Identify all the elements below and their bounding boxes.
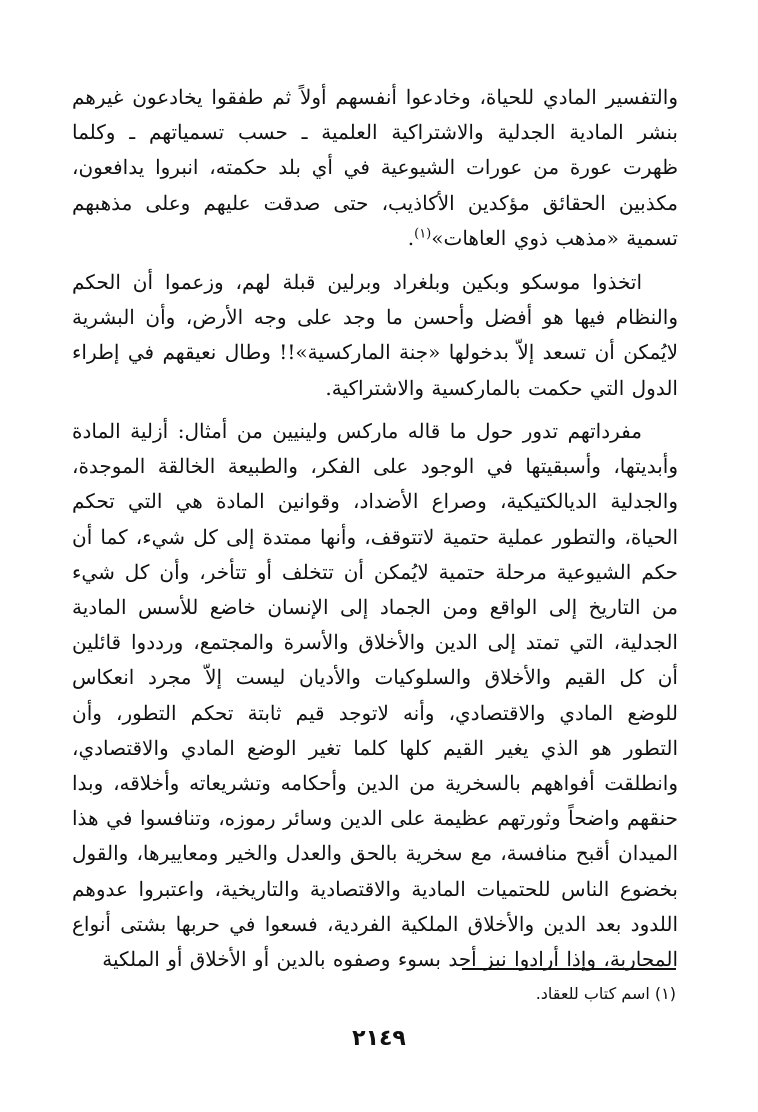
footnote-text: اسم كتاب للعقاد. (535, 984, 650, 1003)
footnote (276, 982, 676, 1006)
paragraph-1 (72, 80, 678, 256)
paragraph-2: اتخذوا موسكو وبكين وبلغراد وبرلين قبلة لهم، وزعموا أن الحكم والنظام فيها هو أفضل وأحسن ما وجد على وجه الأرض، وأن البشرية لايُمكن أن تسعد إلاّ بدخولها «جنة الماركسية»!! وطال نعيقهم في إطراء الدول التي حكمت بالماركسية والاشتراكية. (72, 270, 678, 400)
footnote-separator (462, 968, 676, 970)
footnote-reference: (١) (414, 226, 432, 242)
page-number: ٢١٤٩ (352, 1026, 406, 1051)
paragraph-1-end: . (407, 225, 415, 250)
paragraph-1-text: والتفسير المادي للحياة، وخادعوا أنفسهم أولاً ثم طفقوا يخادعون غيرهم بنشر المادية الجدلية والاشتراكية العلمية ـ حسب تسمياتهم ـ وكلما ظهرت عورة من عورات الشيوعية في أي بلد حكمته، انبروا يدافعون، مكذبين الحقائق مؤكدين الأكاذيب، حتى صدقت عليهم وعلى مذهبهم تسمية «مذهب ذوي العاهات» (72, 85, 678, 250)
footnote-marker: (١) (654, 984, 676, 1003)
paragraph-3: مفرداتهم تدور حول ما قاله ماركس ولينيين من أمثال: أزلية المادة وأبديتها، وأسبقيتها في الوجود على الفكر، والطبيعة الخالقة الموجدة، والجدلية الديالكتيكية، وصراع الأضداد، وقوانين المادة هي التي تحكم الحياة، والتطور عملية حتمية لاتتوقف، وأنها ممتدة إلى كل شيء، كما أن حكم الشيوعية مرحلة حتمية لايُمكن أن تتخلف أو تتأخر، وأن كل شيء من التاريخ إلى الواقع ومن الجماد إلى الإنسان خاضع للأسس المادية الجدلية، التي تمتد إلى الدين والأخلاق والأسرة والمجتمع، ورددوا قائلين أن كل القيم والأخلاق والسلوكيات والأديان ليست إلاّ مجرد انعكاس للوضع المادي والاقتصادي، وأنه لاتوجد قيم ثابتة تحكم التطور، وأن التطور هو الذي يغير القيم كلها كلما تغير الوضع المادي والاقتصادي، وانطلقت أفواههم بالسخرية من الدين وأحكامه وتشريعاته وأخلاقه، وبدا حنقهم واضحاً وثورتهم عظيمة على الدين وسائر رموزه، وتنافسوا في هذا الميدان أقبح منافسة، مع سخرية بالحق والعدل والخير ومعاييرها، والقول بخضوع الناس للحتميات المادية والاقتصادية والتاريخية، واعتبروا عدوهم اللدود بعد الدين والأخلاق الملكية الفردية، فسعوا في حربها بشتى أنواع المحاربة، وإذا أرادوا نبز أحد بسوء وصفوه بالدين أو الأخلاق أو الملكية (72, 419, 678, 972)
